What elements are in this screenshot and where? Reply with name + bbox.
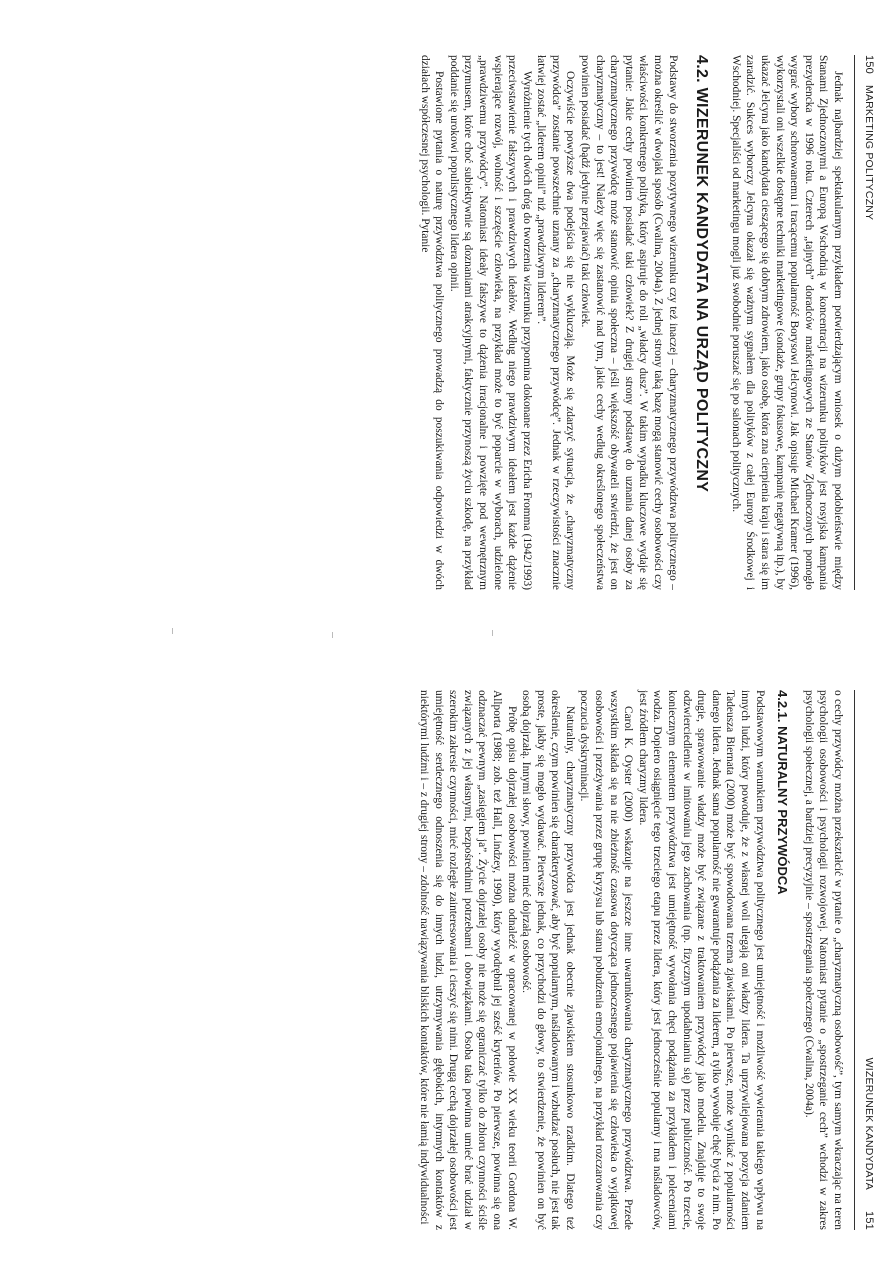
- paragraph: Jednak najbardziej spektakularnym przykładem potwierdzającym wniosek o dużym podobieństwie między Stanami Zjednoczonymi a Europą Wschodnią w koncentracji na wizerunku polityków jest rosyjska kampania prezydencka w 1996 roku. Czterech „tajnych” doradców marketingowych ze Stanów Zjednoczonych pomogło wygrać wybory schorowanemu i tracącemu popularność Borysowi Jelcynowi. Jak opisuje Michael Kramer (1996), wykorzystali oni wszelkie dostępne techniki marketingowe (sondaże, grupy fokusowe, kampanię negatywną itp.), by ukazać Jelcyna jako kandydata cieszącego się dobrym zdrowiem, jako osobę, która zna cierpienia kraju i stara się im zaradzić. Sukces wyborczy Jelcyna okazał się ważnym sygnałem dla polityków z całej Europy Środkowej i Wschodniej. Specjaliści od marketingu mogli już swobodnie poruszać się po salonach politycznych.: [729, 55, 844, 590]
- page-number-right: 151: [863, 1211, 875, 1230]
- right-page-body: [416, 690, 845, 1230]
- paragraph: Postawione pytania o naturę przywództwa politycznego prowadzą do poszukiwania odpowiedzi w dwóch działach współczesnej psychologii. Pytanie: [418, 55, 446, 590]
- section-heading: 4.2. WIZERUNEK KANDYDATA NA URZĄD POLITYCZNY: [693, 55, 711, 493]
- header-rule-left: [854, 55, 855, 590]
- paragraph: Podstawowym warunkiem przywództwa politycznego jest umiejętność i możliwość wywierania takiego wpływu na innych ludzi, który powoduje, że z własnej woli ulegają oni władzy lidera. Ta uprzywilejowana pozycja zdaniem Tadeusza Biernata (2000) może być spowodowana trzema zjawiskami. Po pierwsze, może wynikać z popularności danego lidera. Jednak sama popularność nie gwarantuje podążania za liderem, a tylko wywołuje chęć bycia z nim. Po drugie, sprawowanie władzy może być związane z traktowaniem przywódcy jako modelu. Znajduje to swoje odzwierciedlenie w imitowaniu jego zachowania (np. fizycznym upodabnianiu się) przez publiczność. Po trzecie, koniecznym elementem przywództwa jest umiejętność wywołania chęci podążania za przykładem i poleceniami wodza. Dopiero osiągnięcie tego trzeciego etapu przez lidera, który jest jednocześnie popularny i ma naśladowców, jest źródłem charyzmy lidera.: [636, 690, 766, 1230]
- page-number-left: 150: [863, 55, 875, 74]
- subsection-heading: 4.2.1. NATURALNY PRZYWÓDCA: [775, 690, 791, 895]
- paragraph: Wyróżnienie tych dwóch dróg do tworzenia wizerunku przypomina dokonane przez Ericha Fromma (1942/1993) przeciwstawienie fałszywych i prawdziwych ideałów. Według niego prawdziwym ideałem jest każde dążenie wspierające rozwój, wolność i szczęście człowieka, na przykład może to być poparcie w wyborach, udzielone „prawdziwemu przywódcy”. Natomiast ideały fałszywe to dążenia irracjonalne i powzięte pod wewnętrznym przymusem, które choć subiektywnie są doznaniami atrakcyjnymi, faktycznie przynoszą życiu szkodę, na przykład poddanie się urokowi populistycznego lidera opinii.: [447, 55, 533, 590]
- running-head-left: [859, 55, 875, 590]
- running-head-title-right: WIZERUNEK KANDYDATA: [863, 1057, 875, 1190]
- gutter-mark: [492, 630, 493, 636]
- paragraph: o cechy przywódcy można przekształcić w pytanie o „charyzmatyczną osobowość”, tym samym wkraczając na teren psychologii osobowości i psychologii rozwojowej. Natomiast pytanie o „spostrzeganie cech” wchodzi w zakres psychologii społecznej, a bardziej precyzyjnie – spostrzegania społecznego (Cwalina, 2004a).: [802, 690, 844, 1230]
- paragraph: Carol K. Oyster (2000) wskazuje na jeszcze inne uwarunkowania charyzmatycznego przywództwa. Przede wszystkim składa się na nie zbieżność czasowa dotycząca jednoczesnego pojawienia się człowieka o wyjątkowej osobowości i przeżywania przez grupę kryzysu lub stanu pobudzenia emocjonalnego, na przykład rozczarowania czy poczucia dyskryminacji.: [578, 690, 635, 1230]
- gutter-mark: [332, 632, 333, 638]
- right-page: [0, 690, 893, 1230]
- running-head-title-left: MARKETING POLITYCZNY: [863, 85, 875, 221]
- left-page-body: [417, 55, 845, 590]
- paragraph: Naturalny, charyzmatyczny przywódca jest jednak obecnie zjawiskiem stosunkowo rzadkim. Dlatego też określenie, czym powinien się charakteryzować, aby być popularnym, naśladowanym i wzbudzać posłuch, nie jest tak proste, jakby się mogło wydawać. Pierwsze jednak, co przychodzi do głowy, to stwierdzenie, że powinien on być osobą dojrzałą. Innymi słowy, powinien mieć dojrzałą osobowość.: [520, 690, 576, 1230]
- running-head-right: [859, 690, 875, 1230]
- paragraph: Oczywiście powyższe dwa podejścia się nie wykluczają. Może się zdarzyć sytuacja, że „charyzmatyczny przywódca” zostanie powszechnie uznany za „charyzmatycznego przywódcę”. Jednak w rzeczywistości znacznie łatwiej zostać „liderem opinii” niż „prawdziwym liderem”.: [535, 55, 577, 590]
- gutter-mark: [172, 628, 173, 634]
- left-page: [0, 55, 893, 590]
- header-rule-right: [854, 690, 855, 1230]
- paragraph: Podstawy do stworzenia pozytywnego wizerunku czy też inaczej – charyzmatycznego przywództwa politycznego – można określić w dwojaki sposób (Cwalina, 2004a). Z jednej strony taką bazę mogą stanowić cechy osobowości czy właściwości konkretnego polityka, który aspiruje do roli „władcy dusz”. W takim wypadku kluczowe wydaje się pytanie: Jakie cechy powinien posiadać taki człowiek? Z drugiej strony podstawę do uznania danej osoby za charyzmatycznego przywódcę może stanowić opinia społeczna – jeśli większość obywateli stwierdzi, że jest on charyzmatyczny – to jest! Należy więc się zastanowić nad tym, jakie cechy według określonego społeczeństwa powinien posiadać (bądź jedynie przejawiać) taki człowiek.: [579, 55, 679, 590]
- paragraph: Próbę opisu dojrzałej osobowości można odnaleźć w opracowanej w połowie XX wieku teorii Gordona W. Allporta (1988; zob. też Hall, Lindzey, 1990), który wyodrębnił jej sześć kryteriów. Po pierwsze, powinna się ona odznaczać pewnym „zasięgiem ja”. Życie dojrzałej osoby nie może się ograniczać tylko do zbioru czynności ściśle związanych z jej własnymi, bezpośrednimi potrzebami i obowiązkami. Osoba taka powinna umieć brać udział w szerokim zakresie czynności, mieć rozległe zainteresowania i cieszyć się nimi. Drugą cechą dojrzałej osobowości jest umiejętność serdecznego odnoszenia się do innych ludzi, utrzymywania głębokich, intymnych kontaktów z niektórymi ludźmi i – z drugiej strony – zdolność nawiązywania bliskich kontaktów, które nie łamią indywidualności: [417, 690, 518, 1230]
